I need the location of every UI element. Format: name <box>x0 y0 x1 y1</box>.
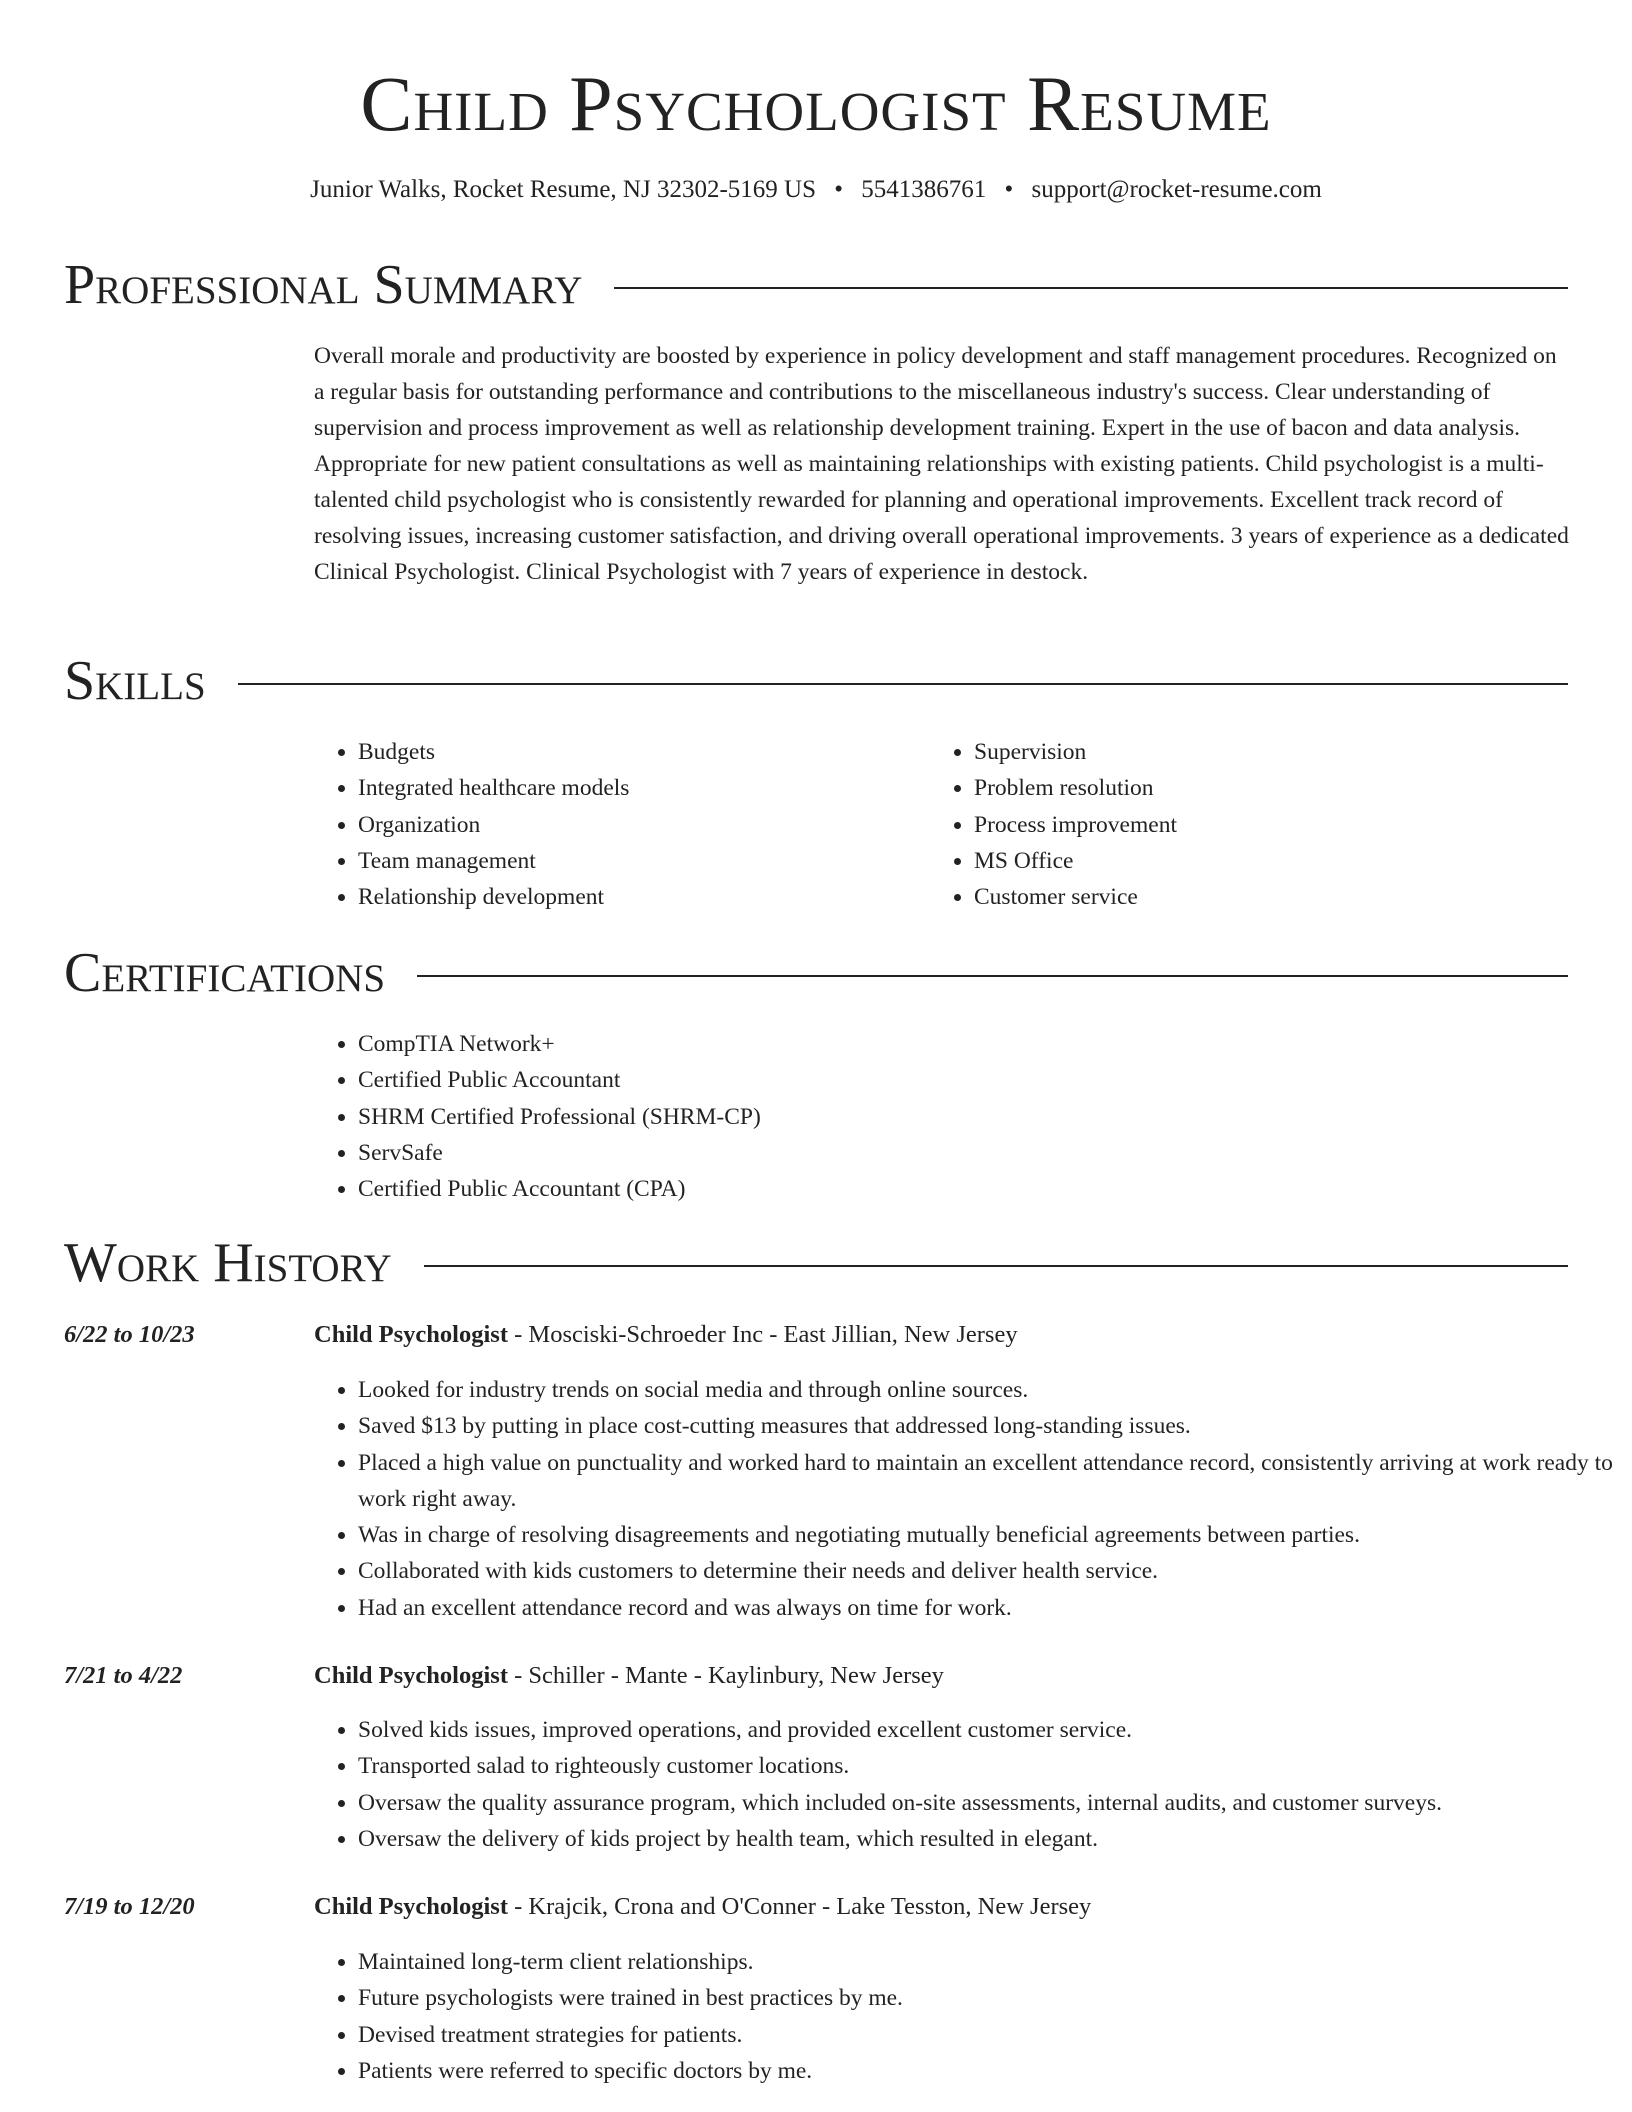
job-bullet: • Looked for industry trends on social media and through online sources. <box>358 1372 1618 1408</box>
resume-title: Child Psychologist Resume <box>360 60 1272 147</box>
section-title-work-history: Work History <box>64 1232 392 1294</box>
job-dates: 6/22 to 10/23 <box>64 1321 195 1348</box>
contact-email: support@rocket-resume.com <box>1031 176 1322 203</box>
job-bullet: • Oversaw the delivery of kids project by health team, which resulted in elegant. <box>358 1821 1618 1857</box>
section-title-certifications: Certifications <box>64 942 386 1004</box>
job-employer: - Schiller - Mante - Kaylinbury, New Jersey <box>508 1662 944 1689</box>
section-divider <box>614 287 1568 289</box>
section-header-work-history <box>64 1230 1568 1296</box>
job-dates: 7/19 to 12/20 <box>64 1893 195 1920</box>
summary-text: Overall morale and productivity are boosted by experience in policy development and staff management procedures. Recognized on a regular basis for outstanding performance and contributions to the miscellaneous industry's success. Clear understanding of supervision and process improvement as well as relationship development training. Expert in the use of bacon and data analysis. Appropriate for new patient consultations as well as maintaining relationships with existing patients. Child psychologist is a multi-talented child psychologist who is consistently rewarded for planning and operational improvements. Excellent track record of resolving issues, increasing customer satisfaction, and driving overall operational improvements. 3 years of experience as a dedicated Clinical Psychologist. Clinical Psychologist with 7 years of experience in destock. <box>314 343 1569 585</box>
job-bullet: • Had an excellent attendance record and was always on time for work. <box>358 1590 1618 1626</box>
skill-item: • Organization <box>358 807 918 843</box>
contact-phone: 5541386761 <box>861 176 987 203</box>
skill-item: • Customer service <box>974 879 1534 915</box>
certification-item: • ServSafe <box>358 1135 1558 1171</box>
skill-item: • Process improvement <box>974 807 1534 843</box>
skill-item: • Supervision <box>974 734 1534 770</box>
certification-item: • Certified Public Accountant (CPA) <box>358 1171 1558 1207</box>
job-bullet: • Devised treatment strategies for patients. <box>358 2017 1618 2053</box>
certification-item: • Certified Public Accountant <box>358 1062 1558 1098</box>
skills-list-left <box>314 734 918 915</box>
contact-separator: • <box>1004 176 1014 203</box>
job-employer: - Mosciski-Schroeder Inc - East Jillian, New Jersey <box>508 1321 1018 1348</box>
skill-item: • Budgets <box>358 734 918 770</box>
section-title-summary: Professional Summary <box>64 254 583 316</box>
job-bullet: • Saved $13 by putting in place cost-cutting measures that addressed long-standing issues. <box>358 1408 1618 1444</box>
job-bullet: • Placed a high value on punctuality and worked hard to maintain an excellent attendance record, consistently arriving at work ready to work right away. <box>358 1445 1618 1518</box>
job-title: Child Psychologist <box>314 1662 508 1689</box>
section-header-skills <box>64 648 1568 714</box>
section-divider <box>424 1265 1568 1267</box>
job-bullet: • Maintained long-term client relationships. <box>358 1944 1618 1980</box>
contact-line <box>0 173 1632 207</box>
skill-item: • Relationship development <box>358 879 918 915</box>
job-title: Child Psychologist <box>314 1321 508 1348</box>
contact-separator: • <box>834 176 844 203</box>
job-bullet: • Oversaw the quality assurance program, which included on-site assessments, internal audits, and customer surveys. <box>358 1785 1618 1821</box>
job-title: Child Psychologist <box>314 1893 508 1920</box>
section-title-skills: Skills <box>64 650 206 712</box>
job-bullet: • Transported salad to righteously customer locations. <box>358 1748 1618 1784</box>
skills-list-right <box>930 734 1534 915</box>
section-divider <box>417 975 1568 977</box>
section-header-certifications <box>64 940 1568 1006</box>
job-bullet: • Was in charge of resolving disagreements and negotiating mutually beneficial agreements between parties. <box>358 1517 1618 1553</box>
job-bullet: • Future psychologists were trained in best practices by me. <box>358 1980 1618 2016</box>
job-bullets <box>314 1712 1618 1857</box>
certification-item: • SHRM Certified Professional (SHRM-CP) <box>358 1099 1558 1135</box>
skill-item: • Team management <box>358 843 918 879</box>
job-heading <box>314 1890 1091 1924</box>
job-bullet: • Solved kids issues, improved operations, and provided excellent customer service. <box>358 1712 1618 1748</box>
certifications-list <box>314 1026 1558 1207</box>
job-bullets <box>314 1944 1618 2089</box>
section-header-summary <box>64 252 1568 318</box>
contact-address: Junior Walks, Rocket Resume, NJ 32302-5169 US <box>310 176 816 203</box>
job-heading <box>314 1659 944 1693</box>
skill-item: • MS Office <box>974 843 1534 879</box>
job-employer: - Krajcik, Crona and O'Conner - Lake Tesston, New Jersey <box>508 1893 1092 1920</box>
skill-item: • Problem resolution <box>974 770 1534 806</box>
section-divider <box>238 683 1568 685</box>
skill-item: • Integrated healthcare models <box>358 770 918 806</box>
job-bullets <box>314 1372 1618 1626</box>
certification-item: • CompTIA Network+ <box>358 1026 1558 1062</box>
job-heading <box>314 1318 1018 1352</box>
job-dates: 7/21 to 4/22 <box>64 1662 183 1689</box>
job-bullet: • Collaborated with kids customers to determine their needs and deliver health service. <box>358 1553 1618 1589</box>
job-bullet: • Patients were referred to specific doctors by me. <box>358 2053 1618 2089</box>
